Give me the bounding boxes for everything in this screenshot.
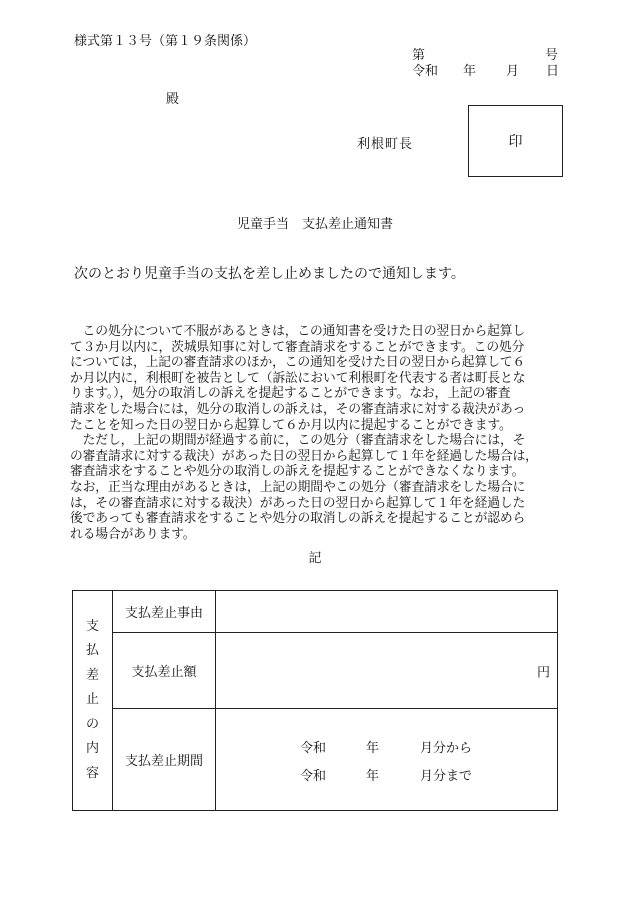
period-from-line [300, 737, 530, 756]
reason-label: 支払差止事由 [113, 591, 216, 633]
body-line: ります。），処分の取消しの訴えを提起することができます。なお，上記の審査 [70, 386, 511, 402]
body-line: て３か月以内に，茨城県知事に対して審査請求をすることができます。この処分 [70, 339, 525, 355]
amount-field[interactable] [216, 633, 558, 709]
body-line: か月以内に，利根町を被告として（訴訟において利根町を代表する者は町長とな [70, 370, 526, 386]
number-suffix: 号 [544, 48, 558, 63]
period-to-month-unit: 月分まで [420, 769, 473, 784]
issuer-name: 利根町長 [357, 137, 414, 152]
period-field[interactable] [216, 709, 558, 811]
vertical-label-char: 内 [85, 741, 99, 757]
body-line: なお，正当な理由があるときは，上記の期間やこの処分（審査請求をした場合に [70, 479, 526, 495]
date-year-unit: 年 [463, 64, 477, 79]
body-line: 後であっても審査請求をすることや処分の取消しの訴えを提起することが認めら [70, 511, 526, 527]
amount-label: 支払差止額 [113, 633, 216, 709]
reason-field[interactable] [216, 591, 558, 633]
ki-heading: 記 [308, 551, 322, 566]
document-title: 児童手当 支払差止通知書 [236, 217, 393, 232]
period-from-month-unit: 月分から [420, 741, 473, 756]
period-label: 支払差止期間 [113, 709, 216, 811]
body-line: ただし，上記の期間が経過する前に，この処分（審査請求をした場合には，そ [70, 433, 526, 449]
seal-label: 印 [508, 134, 523, 150]
body-line: については，上記の審査請求のほか，この通知を受けた日の翌日から起算して６ [70, 355, 526, 371]
vertical-section-label [73, 591, 113, 811]
body-line: れる場合があります。 [70, 526, 196, 542]
period-from-year-unit: 年 [366, 741, 380, 756]
date-day-unit: 日 [546, 64, 560, 79]
period-from-era: 令和 [300, 741, 327, 756]
period-to-era: 令和 [300, 769, 327, 784]
body-line: 審査請求をすることや処分の取消しの訴えを提起することができなくなります。 [70, 464, 525, 480]
number-prefix: 第 [412, 48, 426, 63]
body-line: この処分について不服があるときは，この通知書を受けた日の翌日から起算し [70, 324, 526, 339]
vertical-label-char: 容 [85, 765, 99, 781]
date-era: 令和 [412, 64, 439, 79]
seal-box [468, 105, 563, 177]
addressee-honorific: 殿 [166, 92, 180, 107]
vertical-label-char: の [85, 716, 99, 732]
period-to-year-unit: 年 [366, 769, 380, 784]
vertical-label-char: 差 [85, 667, 99, 683]
intro-sentence: 次のとおり児童手当の支払を差し止めましたので通知します。 [74, 266, 465, 282]
suspension-details-table [72, 590, 558, 811]
body-line: の審査請求に対する裁決）があった日の翌日から起算して１年を経過した場合は， [70, 448, 538, 464]
period-to-line [300, 765, 530, 784]
form-number: 様式第１３号（第１９条関係） [74, 34, 257, 49]
body-line: 請求をした場合には，処分の取消しの訴えは，その審査請求に対する裁決があっ [70, 401, 526, 417]
vertical-label-char: 止 [85, 692, 99, 708]
date-month-unit: 月 [506, 64, 520, 79]
amount-unit: 円 [536, 665, 550, 680]
body-line: は，その審査請求に対する裁決）があった日の翌日から起算して１年を経過した [70, 495, 526, 511]
appeal-notice-body [70, 324, 560, 542]
vertical-label-char: 払 [85, 643, 99, 659]
body-line: たことを知った日の翌日から起算して６か月以内に提起することができます。 [70, 417, 512, 433]
vertical-label-char: 支 [85, 618, 99, 634]
